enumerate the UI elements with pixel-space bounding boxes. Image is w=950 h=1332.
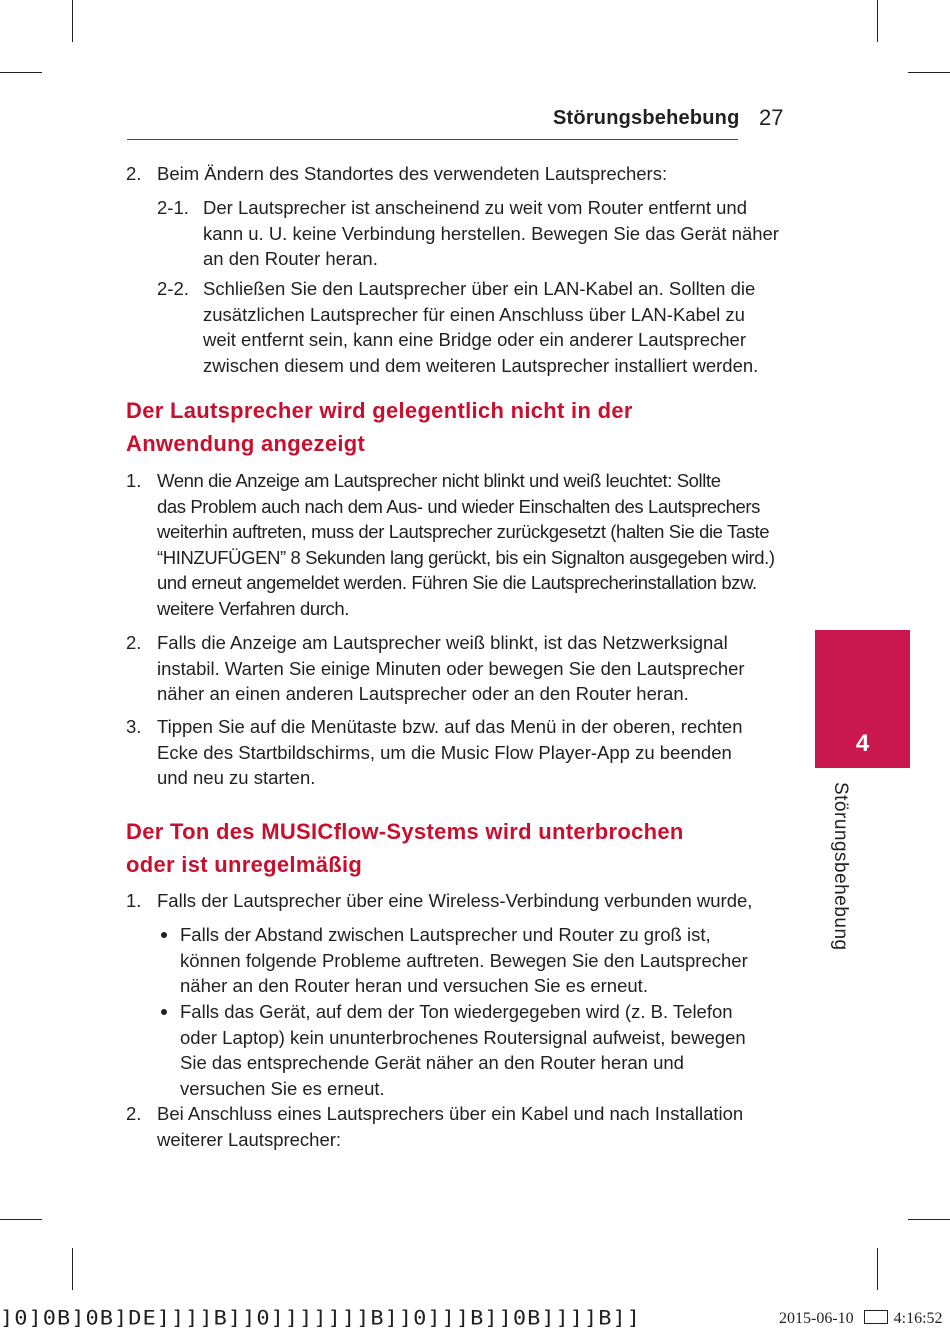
bullet-text <box>180 999 790 1101</box>
text-line: das Problem auch nach dem Aus- und wieder Einschalten des Lautsprechers <box>157 495 761 517</box>
text-line: können folgende Probleme auftreten. Bewegen Sie den Lautsprecher <box>180 949 748 971</box>
print-time: 4:16:52 <box>893 1310 943 1327</box>
text-line: weiterer Lautsprecher: <box>157 1128 342 1150</box>
text-line: “HINZUFÜGEN” 8 Sekunden lang gerückt, bis ein Signalton ausgegeben wird.) <box>157 546 775 568</box>
list-text: Falls der Lautsprecher über eine Wireless-Verbindung verbunden wurde, <box>157 890 753 911</box>
text-line: oder Laptop) kein ununterbrochenes Routersignal aufweist, bewegen <box>180 1026 746 1048</box>
text-line: Falls der Abstand zwischen Lautsprecher und Router zu groß ist, <box>180 924 711 945</box>
chapter-tab <box>815 630 910 768</box>
list-number: 2. <box>126 163 142 184</box>
list-number: 2. <box>126 1103 142 1124</box>
crop-mark <box>0 1219 42 1220</box>
text-line: Falls das Gerät, auf dem der Ton wiedergegeben wird (z. B. Telefon <box>180 1001 733 1022</box>
list-number: 2. <box>126 632 142 653</box>
print-timestamp <box>779 1310 943 1328</box>
text-line: näher an den Router heran und versuchen Sie es erneut. <box>180 975 648 996</box>
text-line: Der Lautsprecher ist anscheinend zu weit vom Router entfernt und <box>203 197 747 218</box>
text-line: Sie das entsprechende Gerät näher an den Router heran und <box>180 1052 684 1073</box>
print-date: 2015-06-10 <box>779 1310 854 1327</box>
unknown-glyph-icon <box>864 1310 888 1324</box>
text-line: weit entfernt sein, kann eine Bridge oder ein anderer Lautsprecher <box>203 329 747 350</box>
list-number: 1. <box>126 890 142 911</box>
text-line: Tippen Sie auf die Menütaste bzw. auf das Menü in der oberen, rechten <box>157 716 743 737</box>
crop-mark <box>877 1248 878 1290</box>
page-number: 27 <box>759 105 784 130</box>
print-slug: ]0]0B]0B]DE]]]]B]]0]]]]]]]B]]0]]]B]]0B]]]]B]] <box>0 1307 642 1330</box>
heading-line: Der Lautsprecher wird gelegentlich nicht in der <box>126 398 633 423</box>
text-line: zwischen diesem und dem weiteren Lautsprecher installiert werden. <box>203 354 759 376</box>
text-line: instabil. Warten Sie einige Minuten oder bewegen Sie den Lautsprecher <box>157 657 745 679</box>
crop-mark <box>877 0 878 42</box>
page-header-title: Störungsbehebung <box>553 107 740 129</box>
text-line: Wenn die Anzeige am Lautsprecher nicht blinkt und weiß leuchtet: Sollte <box>157 470 721 491</box>
list-text <box>157 1101 797 1152</box>
sub-item-number: 2-2. <box>157 278 189 299</box>
text-line: zusätzlichen Lautsprecher für einen Anschluss über LAN-Kabel zu <box>203 303 745 325</box>
list-text <box>157 714 797 791</box>
section-heading <box>126 815 766 881</box>
text-line: kann u. U. keine Verbindung herstellen. Bewegen Sie das Gerät näher <box>203 222 779 244</box>
list-text <box>157 468 797 621</box>
bullet-icon <box>161 932 167 938</box>
section-heading <box>126 394 766 460</box>
crop-mark <box>72 1248 73 1290</box>
text-line: weiterhin auftreten, muss der Lautsprecher zurückgesetzt (halten Sie die Taste <box>157 521 770 542</box>
sub-item-number: 2-1. <box>157 197 189 218</box>
text-line: Falls die Anzeige am Lautsprecher weiß blinkt, ist das Netzwerksignal <box>157 632 728 653</box>
bullet-text <box>180 922 790 999</box>
text-line: und neu zu starten. <box>157 767 316 788</box>
crop-mark <box>908 72 950 73</box>
sub-item-text <box>203 276 803 378</box>
list-number: 1. <box>126 470 142 491</box>
bullet-icon <box>161 1009 167 1015</box>
text-line: an den Router heran. <box>203 248 378 269</box>
crop-mark <box>0 72 42 73</box>
list-text <box>157 630 797 707</box>
sub-item-text <box>203 195 803 272</box>
text-line: versuchen Sie es erneut. <box>180 1077 385 1099</box>
text-line: Bei Anschluss eines Lautsprechers über ein Kabel und nach Installation <box>157 1103 744 1124</box>
list-number: 3. <box>126 716 142 737</box>
text-line: Ecke des Startbildschirms, um die Music Flow Player-App zu beenden <box>157 741 732 763</box>
heading-line: Anwendung angezeigt <box>126 431 366 456</box>
header-divider <box>127 139 738 140</box>
text-line: und erneut angemeldet werden. Führen Sie die Lautsprecherinstallation bzw. <box>157 572 757 593</box>
heading-line: oder ist unregelmäßig <box>126 852 363 877</box>
crop-mark <box>72 0 73 42</box>
text-line: näher an einen anderen Lautsprecher oder an den Router heran. <box>157 683 689 704</box>
text-line: weitere Verfahren durch. <box>157 597 349 619</box>
text-line: Schließen Sie den Lautsprecher über ein LAN-Kabel an. Sollten die <box>203 278 756 299</box>
chapter-label: Störungsbehebung <box>830 782 851 951</box>
list-text: Beim Ändern des Standortes des verwendeten Lautsprechers: <box>157 163 668 184</box>
heading-line: Der Ton des MUSICflow-Systems wird unterbrochen <box>126 819 684 844</box>
crop-mark <box>908 1219 950 1220</box>
chapter-number: 4 <box>855 730 870 757</box>
